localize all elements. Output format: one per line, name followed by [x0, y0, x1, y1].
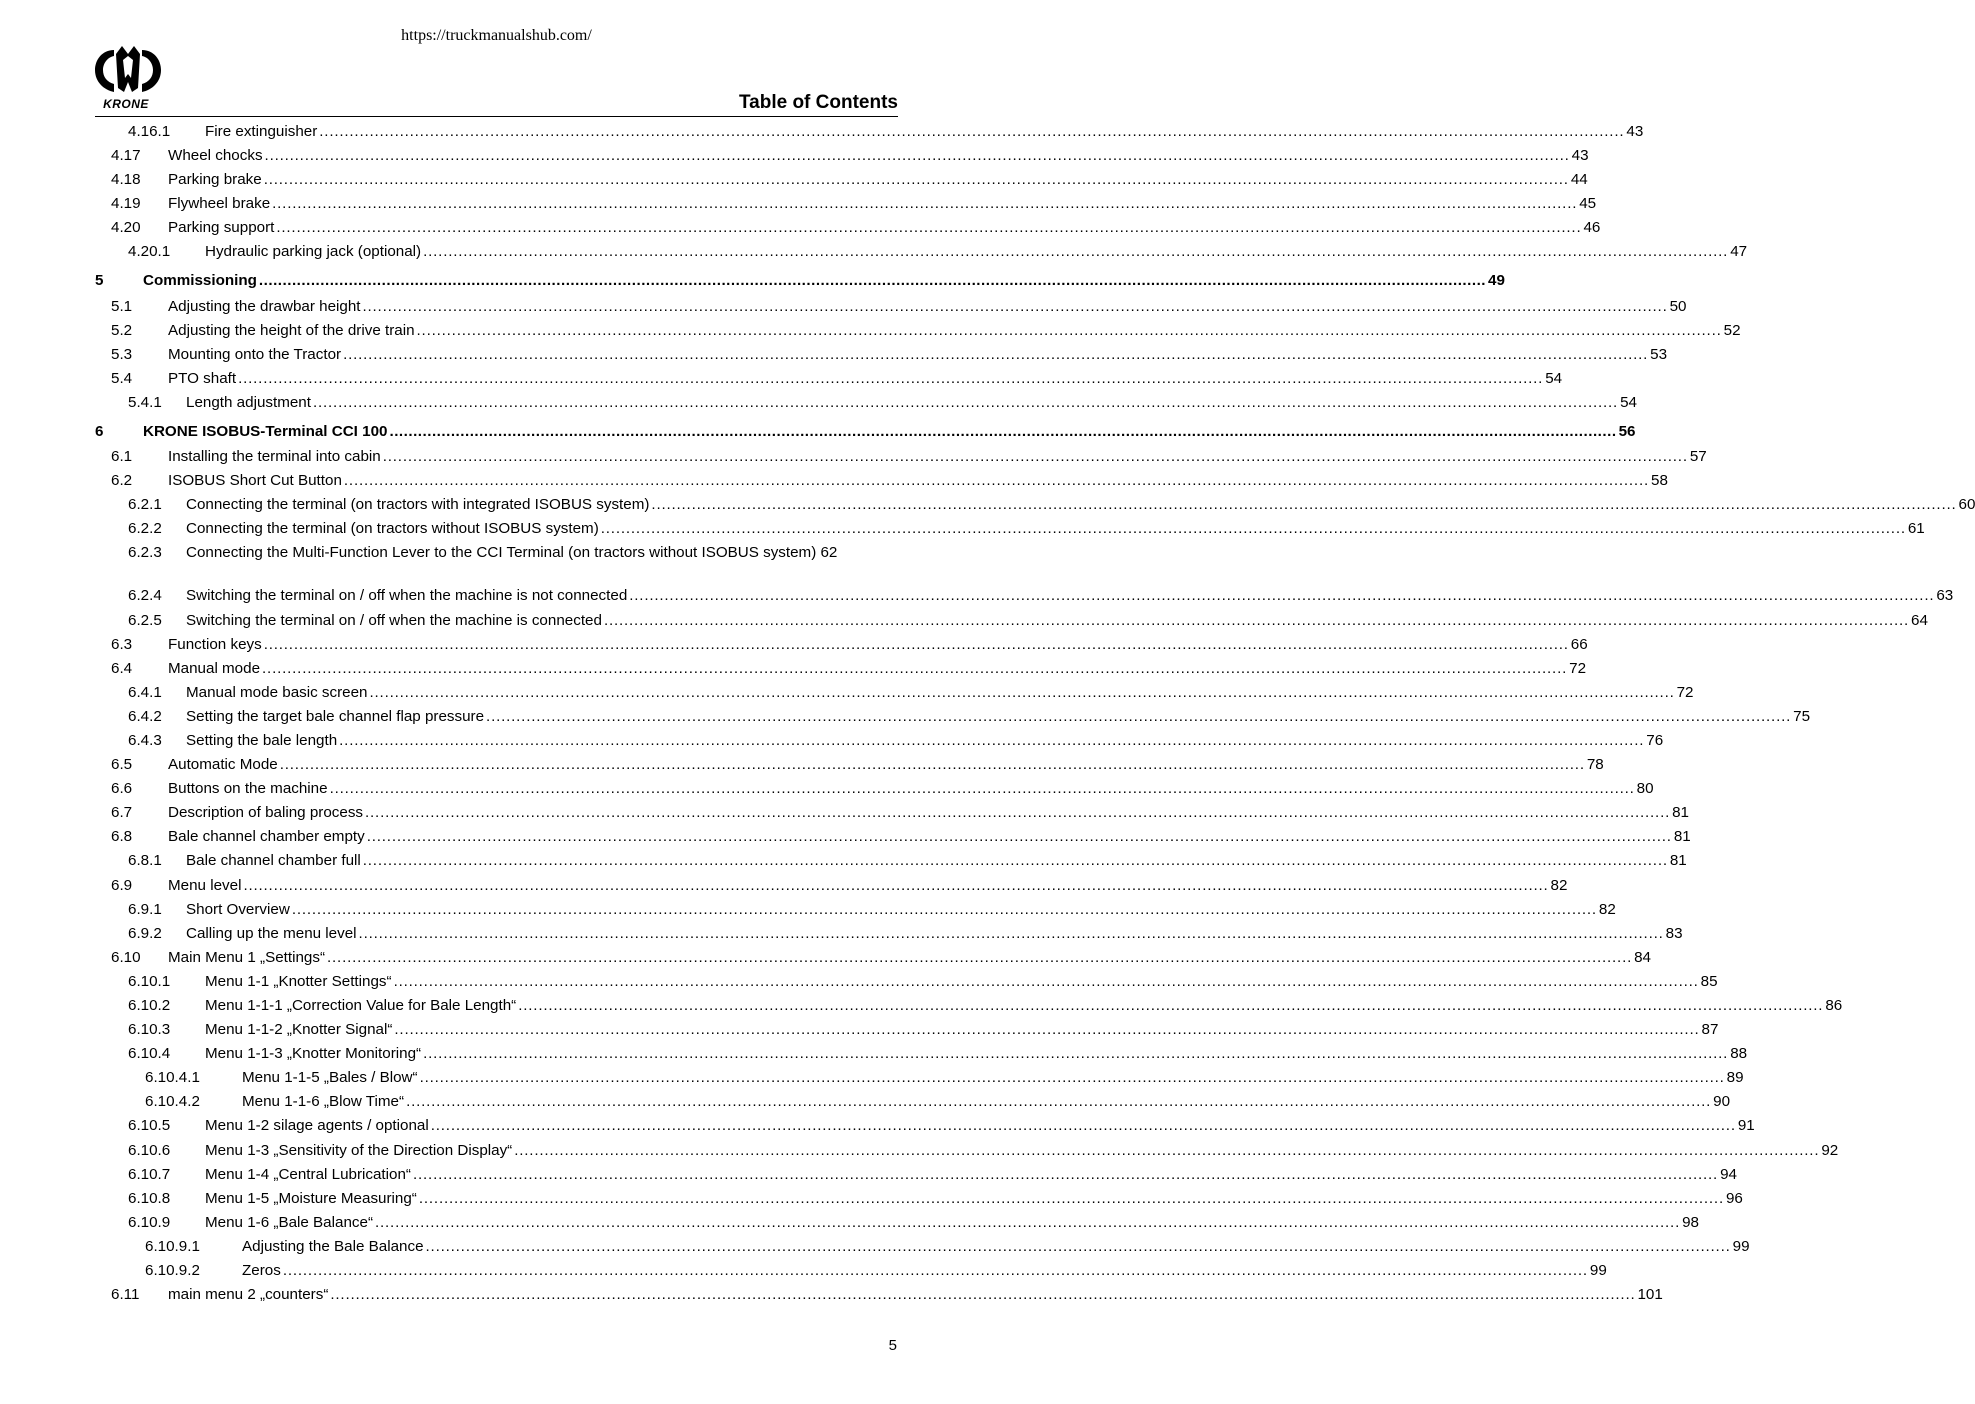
toc-section-number: 6.6	[111, 780, 133, 798]
toc-entry[interactable]	[0, 216, 1601, 240]
page-number: 5	[888, 1337, 897, 1354]
toc-leader-dots: ....................................................................................................................................................................................................................................................................	[238, 369, 1544, 387]
header-divider	[95, 116, 898, 117]
toc-leader-dots: ....................................................................................................................................................................................................................................................................	[365, 804, 1671, 822]
toc-entry[interactable]	[0, 994, 1843, 1018]
toc-page-number: 72	[1569, 659, 1587, 677]
toc-entry[interactable]	[0, 493, 1975, 517]
toc-leader-dots: ....................................................................................................................................................................................................................................................................	[330, 1286, 1636, 1304]
toc-page-number: 63	[1936, 587, 1954, 605]
toc-section-title: Buttons on the machine	[168, 780, 328, 798]
toc-leader-dots: ....................................................................................................................................................................................................................................................................	[366, 828, 1672, 846]
toc-leader-dots: ....................................................................................................................................................................................................................................................................	[272, 195, 1578, 213]
toc-page-number: 82	[1550, 876, 1568, 894]
toc-page-number: 52	[1723, 321, 1741, 339]
toc-leader-dots: ....................................................................................................................................................................................................................................................................	[327, 948, 1633, 966]
toc-page-number: 46	[1583, 219, 1601, 237]
toc-entry[interactable]	[0, 1235, 1750, 1259]
toc-section-number: 6.10.7	[128, 1165, 171, 1183]
toc-entry[interactable]	[0, 240, 1748, 264]
toc-section-number: 6.2.3	[128, 544, 162, 562]
toc-section-number: 6.10.5	[128, 1117, 171, 1135]
toc-entry[interactable]	[0, 391, 1637, 415]
toc-section-number: 6.9	[111, 876, 133, 894]
toc-page-number: 57	[1689, 448, 1707, 466]
toc-leader-dots: ....................................................................................................................................................................................................................................................................	[382, 448, 1688, 466]
toc-section-title: Wheel chocks	[168, 147, 263, 165]
toc-leader-dots: ....................................................................................................................................................................................................................................................................	[389, 422, 1617, 440]
toc-page-number: 49	[1488, 272, 1505, 290]
toc-leader-dots: ....................................................................................................................................................................................................................................................................	[319, 123, 1625, 140]
toc-section-title: Menu 1-1-2 „Knotter Signal“	[205, 1021, 393, 1039]
toc-section-title: Switching the terminal on / off when the machine is connected	[186, 611, 602, 629]
toc-entry[interactable]	[0, 517, 1925, 541]
toc-section-title: Commissioning	[143, 272, 257, 290]
toc-section-title: Hydraulic parking jack (optional)	[205, 243, 422, 261]
source-url: https://truckmanualshub.com/	[401, 27, 592, 44]
toc-entry[interactable]	[0, 192, 1597, 216]
toc-leader-dots: ....................................................................................................................................................................................................................................................................	[416, 321, 1722, 339]
krone-logo	[92, 44, 164, 112]
toc-page-number: 84	[1634, 948, 1652, 966]
toc-section-number: 6.8.1	[128, 852, 162, 870]
toc-section-number: 6.10.3	[128, 1021, 171, 1039]
toc-section-number: 6.4.3	[128, 731, 162, 749]
toc-leader-dots: ....................................................................................................................................................................................................................................................................	[343, 345, 1649, 363]
toc-leader-dots: ....................................................................................................................................................................................................................................................................	[263, 171, 1569, 189]
toc-section-title: Adjusting the height of the drive train	[168, 321, 415, 339]
toc-leader-dots: ....................................................................................................................................................................................................................................................................	[282, 1262, 1588, 1280]
toc-page-number: 75	[1793, 707, 1811, 725]
toc-section-number: 6.10	[111, 948, 141, 966]
toc-section-title: Menu 1-5 „Moisture Measuring“	[205, 1189, 417, 1207]
toc-page-number: 88	[1730, 1045, 1748, 1063]
toc-section-title: Automatic Mode	[168, 756, 278, 774]
toc-section-number: 6.2.4	[128, 587, 162, 605]
toc-section-number: 6.10.4.2	[145, 1093, 200, 1111]
toc-page-number: 81	[1673, 828, 1691, 846]
toc-section-title: Menu 1-3 „Sensitivity of the Direction Display“	[205, 1141, 513, 1159]
toc-section-title: Calling up the menu level	[186, 924, 357, 942]
toc-entry[interactable]	[0, 970, 1718, 994]
toc-entry[interactable]	[0, 729, 1664, 753]
toc-section-number: 6.10.9.1	[145, 1237, 200, 1255]
toc-entry[interactable]	[0, 777, 1654, 801]
toc-leader-dots: ....................................................................................................................................................................................................................................................................	[406, 1093, 1712, 1111]
toc-entry[interactable]	[0, 681, 1694, 705]
toc-entry[interactable]	[0, 705, 1811, 729]
toc-entry[interactable]	[0, 1139, 1839, 1163]
toc-section-title: Installing the terminal into cabin	[168, 448, 381, 466]
toc-entry[interactable]	[0, 753, 1604, 777]
toc-entry[interactable]	[0, 922, 1683, 946]
toc-section-number: 6.2	[111, 472, 133, 490]
toc-section-title: Menu 1-1-5 „Bales / Blow“	[242, 1069, 418, 1087]
toc-section-number: 6.1	[111, 448, 133, 466]
toc-leader-dots: ....................................................................................................................................................................................................................................................................	[362, 297, 1668, 315]
toc-section-title: Menu 1-1-6 „Blow Time“	[242, 1093, 405, 1111]
toc-section-title: Flywheel brake	[168, 195, 271, 213]
toc-section-title: Menu 1-6 „Bale Balance“	[205, 1213, 373, 1231]
toc-page-number: 54	[1620, 393, 1637, 411]
toc-leader-dots: ....................................................................................................................................................................................................................................................................	[312, 393, 1619, 411]
toc-leader-dots: ....................................................................................................................................................................................................................................................................	[629, 587, 1935, 605]
toc-page-number: 94	[1720, 1165, 1737, 1183]
toc-entry[interactable]	[0, 898, 1616, 922]
toc-page-number: 56	[1618, 422, 1636, 440]
toc-page-number: 81	[1672, 804, 1690, 822]
toc-entry[interactable]	[0, 1018, 1719, 1042]
toc-page-number: 86	[1825, 997, 1843, 1014]
toc-page-number: 76	[1646, 731, 1664, 749]
toc-page-number: 83	[1665, 924, 1683, 942]
toc-leader-dots: ....................................................................................................................................................................................................................................................................	[279, 756, 1585, 774]
toc-section-title: Menu 1-1-1 „Correction Value for Bale Length“	[205, 997, 517, 1014]
toc-section-title: Zeros	[242, 1262, 281, 1280]
toc-section-number: 6.9.1	[128, 900, 162, 918]
toc-leader-dots: ....................................................................................................................................................................................................................................................................	[600, 520, 1906, 538]
toc-entry[interactable]	[0, 541, 993, 584]
toc-leader-dots: ....................................................................................................................................................................................................................................................................	[291, 900, 1597, 918]
toc-entry[interactable]	[0, 1259, 1607, 1283]
toc-section-title: Manual mode basic screen	[186, 683, 368, 701]
logo-wordmark: KRONE	[103, 97, 149, 111]
toc-leader-dots: ....................................................................................................................................................................................................................................................................	[651, 496, 1957, 514]
toc-entry[interactable]	[0, 445, 1707, 469]
toc-section-number: 6	[95, 422, 104, 440]
toc-section-title: Menu 1-1-3 „Knotter Monitoring“	[205, 1045, 422, 1063]
toc-section-title: Bale channel chamber full	[186, 852, 361, 870]
toc-entry[interactable]	[0, 367, 1563, 391]
toc-section-number: 5.1	[111, 297, 133, 315]
toc-entry[interactable]	[0, 168, 1588, 192]
toc-section-title: Switching the terminal on / off when the machine is not connected	[186, 587, 628, 605]
toc-entry[interactable]	[0, 469, 1668, 493]
toc-section-title: Setting the bale length	[186, 731, 338, 749]
toc-page-number: 78	[1586, 756, 1604, 774]
toc-entry[interactable]	[0, 295, 1687, 319]
toc-page-number: 47	[1730, 243, 1748, 261]
toc-page-number: 82	[1598, 900, 1616, 918]
toc-page-number: 96	[1725, 1189, 1743, 1207]
toc-page-number: 45	[1579, 195, 1597, 213]
toc-leader-dots: ....................................................................................................................................................................................................................................................................	[418, 1189, 1724, 1207]
toc-section-title: Mounting onto the Tractor	[168, 345, 342, 363]
toc-section-title: Parking brake	[168, 171, 262, 189]
toc-page-number: 61	[1907, 520, 1925, 538]
toc-entry[interactable]	[0, 1187, 1743, 1211]
toc-section-title: KRONE ISOBUS-Terminal CCI 100	[143, 422, 388, 440]
toc-section-title: Manual mode	[168, 659, 261, 677]
toc-section-title: Menu 1-2 silage agents / optional	[205, 1117, 429, 1135]
toc-section-number: 5.3	[111, 345, 133, 363]
toc-entry[interactable]	[0, 946, 1652, 970]
toc-entry[interactable]	[0, 801, 1690, 825]
toc-page-number: 43	[1571, 147, 1589, 165]
toc-section-number: 4.18	[111, 171, 141, 189]
toc-leader-dots: ....................................................................................................................................................................................................................................................................	[518, 997, 1824, 1014]
krone-crown-icon	[92, 44, 164, 99]
toc-leader-dots: ....................................................................................................................................................................................................................................................................	[393, 972, 1699, 990]
toc-entry[interactable]	[0, 657, 1587, 681]
toc-entry[interactable]	[0, 825, 1691, 849]
toc-page-number: 92	[1821, 1141, 1839, 1159]
toc-section-title: Connecting the terminal (on tractors with integrated ISOBUS system)	[186, 496, 650, 514]
toc-entry[interactable]	[0, 1163, 1737, 1187]
toc-section-number: 6.4.2	[128, 707, 162, 725]
toc-section-number: 5.2	[111, 321, 133, 339]
toc-page-number: 54	[1545, 369, 1563, 387]
toc-leader-dots: ....................................................................................................................................................................................................................................................................	[412, 1165, 1719, 1183]
toc-page-number: 53	[1650, 345, 1668, 363]
toc-chapter-entry[interactable]	[0, 269, 1505, 295]
toc-leader-dots: ....................................................................................................................................................................................................................................................................	[243, 876, 1549, 894]
toc-section-title: ISOBUS Short Cut Button	[168, 472, 342, 490]
toc-section-title: Setting the target bale channel flap pressure	[186, 707, 485, 725]
toc-leader-dots: ....................................................................................................................................................................................................................................................................	[262, 659, 1568, 677]
toc-leader-dots: ....................................................................................................................................................................................................................................................................	[423, 1045, 1729, 1063]
toc-page-number: 60	[1958, 496, 1975, 514]
toc-section-number: 5.4	[111, 369, 133, 387]
toc-page-number: 66	[1570, 635, 1588, 653]
toc-entry[interactable]	[0, 144, 1589, 168]
page-title: Table of Contents	[738, 92, 898, 113]
toc-chapter-entry[interactable]	[0, 420, 1636, 446]
toc-section-number: 4.20.1	[128, 243, 171, 261]
toc-section-title: Adjusting the Bale Balance	[242, 1237, 424, 1255]
toc-page-number: 43	[1626, 123, 1644, 140]
toc-leader-dots: ....................................................................................................................................................................................................................................................................	[375, 1213, 1681, 1231]
toc-section-title: Connecting the terminal (on tractors without ISOBUS system)	[186, 520, 599, 538]
toc-section-title: Connecting the Multi-Function Lever to the CCI Terminal (on tractors without ISOBUS system) 62	[186, 544, 838, 562]
toc-section-title: PTO shaft	[168, 369, 237, 387]
toc-section-number: 5	[95, 272, 104, 290]
toc-section-number: 4.19	[111, 195, 141, 213]
toc-leader-dots: ....................................................................................................................................................................................................................................................................	[343, 472, 1649, 490]
toc-section-number: 6.9.2	[128, 924, 162, 942]
toc-entry[interactable]	[0, 874, 1568, 898]
toc-page-number: 72	[1676, 683, 1694, 701]
toc-section-number: 4.20	[111, 219, 141, 237]
toc-page-number: 99	[1589, 1262, 1607, 1280]
toc-section-title: Description of baling process	[168, 804, 364, 822]
toc-page-number: 81	[1669, 852, 1687, 870]
toc-entry[interactable]	[0, 319, 1741, 343]
toc-section-number: 6.2.2	[128, 520, 162, 538]
toc-page-number: 58	[1651, 472, 1668, 490]
toc-section-title: Short Overview	[186, 900, 290, 918]
toc-section-title: Adjusting the drawbar height	[168, 297, 361, 315]
toc-leader-dots: ....................................................................................................................................................................................................................................................................	[264, 147, 1570, 165]
toc-section-number: 6.5	[111, 756, 133, 774]
toc-section-number: 6.7	[111, 804, 133, 822]
toc-section-number: 6.10.9	[128, 1213, 171, 1231]
toc-section-number: 6.2.5	[128, 611, 162, 629]
toc-section-title: Fire extinguisher	[205, 123, 318, 140]
toc-entry[interactable]	[0, 1211, 1699, 1235]
toc-section-title: Menu 1-1 „Knotter Settings“	[205, 972, 392, 990]
toc-leader-dots: ....................................................................................................................................................................................................................................................................	[276, 219, 1582, 237]
toc-section-number: 4.16.1	[128, 123, 171, 140]
toc-entry[interactable]	[0, 849, 1687, 873]
toc-page-number: 101	[1637, 1286, 1663, 1304]
toc-section-number: 5.4.1	[128, 393, 162, 411]
toc-leader-dots: ....................................................................................................................................................................................................................................................................	[514, 1141, 1820, 1159]
toc-section-number: 6.10.4.1	[145, 1069, 200, 1087]
toc-page-number: 50	[1669, 297, 1687, 315]
toc-section-title: Length adjustment	[186, 393, 311, 411]
toc-section-number: 4.17	[111, 147, 141, 165]
toc-section-number: 6.2.1	[128, 496, 162, 514]
toc-page-number: 44	[1570, 171, 1588, 189]
toc-section-number: 6.8	[111, 828, 133, 846]
toc-leader-dots: ....................................................................................................................................................................................................................................................................	[423, 243, 1729, 261]
toc-page-number: 91	[1737, 1117, 1755, 1135]
toc-section-title: Bale channel chamber empty	[168, 828, 365, 846]
toc-page-number: 90	[1713, 1093, 1731, 1111]
toc-section-number: 6.4.1	[128, 683, 162, 701]
toc-entry[interactable]	[0, 609, 1928, 633]
toc-leader-dots: ....................................................................................................................................................................................................................................................................	[369, 683, 1675, 701]
toc-entry[interactable]	[0, 120, 1644, 144]
toc-page-number: 99	[1732, 1237, 1750, 1255]
toc-entry[interactable]	[0, 1283, 1663, 1307]
toc-leader-dots: ....................................................................................................................................................................................................................................................................	[486, 707, 1792, 725]
toc-page-number: 64	[1911, 611, 1928, 629]
toc-page-number: 98	[1682, 1213, 1699, 1231]
toc-leader-dots: ....................................................................................................................................................................................................................................................................	[258, 272, 1487, 290]
toc-entry[interactable]	[0, 584, 1954, 608]
toc-section-title: main menu 2 „counters“	[168, 1286, 329, 1304]
toc-section-number: 6.3	[111, 635, 133, 653]
toc-section-number: 6.10.4	[128, 1045, 171, 1063]
toc-page-number: 89	[1726, 1069, 1744, 1087]
toc-page-number: 87	[1701, 1021, 1719, 1039]
toc-section-title: Menu level	[168, 876, 242, 894]
table-of-contents	[0, 120, 1975, 1307]
toc-section-number: 6.10.2	[128, 997, 171, 1014]
toc-leader-dots: ....................................................................................................................................................................................................................................................................	[339, 731, 1645, 749]
toc-leader-dots: ....................................................................................................................................................................................................................................................................	[430, 1117, 1736, 1135]
toc-section-title: Menu 1-4 „Central Lubrication“	[205, 1165, 411, 1183]
toc-section-number: 6.11	[111, 1286, 140, 1304]
toc-leader-dots: ....................................................................................................................................................................................................................................................................	[603, 611, 1910, 629]
toc-leader-dots: ....................................................................................................................................................................................................................................................................	[329, 780, 1635, 798]
toc-leader-dots: ....................................................................................................................................................................................................................................................................	[394, 1021, 1700, 1039]
toc-entry[interactable]	[0, 343, 1668, 367]
toc-page-number: 80	[1636, 780, 1654, 798]
toc-section-number: 6.10.1	[128, 972, 171, 990]
toc-section-number: 6.10.6	[128, 1141, 171, 1159]
toc-section-number: 6.10.9.2	[145, 1262, 200, 1280]
toc-section-title: Main Menu 1 „Settings“	[168, 948, 326, 966]
toc-section-title: Parking support	[168, 219, 275, 237]
toc-entry[interactable]	[0, 633, 1588, 657]
toc-entry[interactable]	[0, 1114, 1755, 1138]
toc-leader-dots: ....................................................................................................................................................................................................................................................................	[419, 1069, 1725, 1087]
toc-section-number: 6.4	[111, 659, 133, 677]
toc-section-title: Function keys	[168, 635, 262, 653]
toc-leader-dots: ....................................................................................................................................................................................................................................................................	[362, 852, 1668, 870]
toc-leader-dots: ....................................................................................................................................................................................................................................................................	[425, 1237, 1731, 1255]
toc-page-number: 85	[1700, 972, 1718, 990]
toc-leader-dots: ....................................................................................................................................................................................................................................................................	[358, 924, 1664, 942]
toc-leader-dots: ....................................................................................................................................................................................................................................................................	[263, 635, 1569, 653]
toc-section-number: 6.10.8	[128, 1189, 171, 1207]
toc-entry[interactable]	[0, 1090, 1731, 1114]
toc-entry[interactable]	[0, 1042, 1748, 1066]
toc-entry[interactable]	[0, 1066, 1744, 1090]
